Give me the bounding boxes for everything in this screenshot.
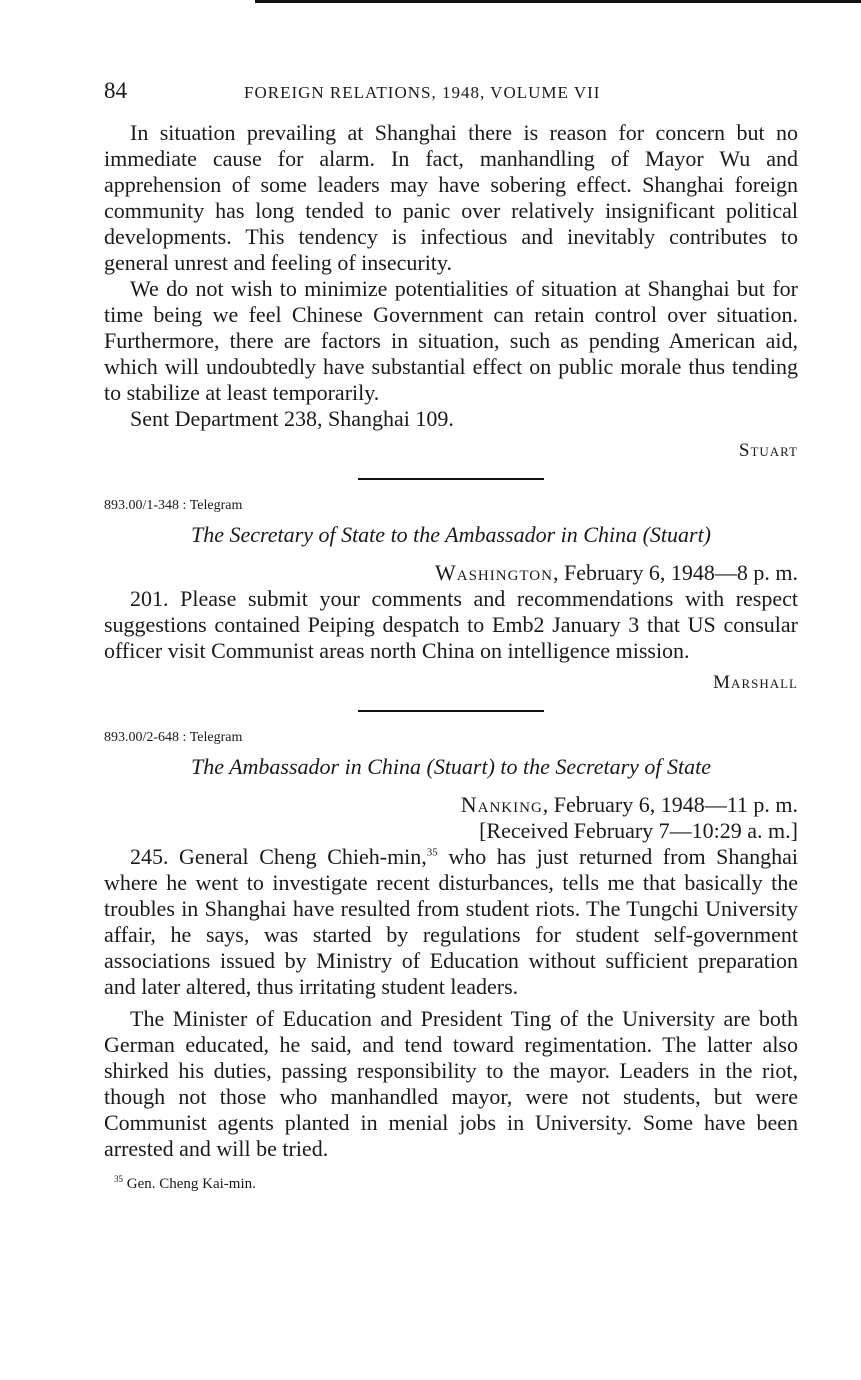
dateline-date: , February 6, 1948—11 p. m. xyxy=(542,792,798,817)
section-divider xyxy=(358,710,544,712)
footnote-marker[interactable]: 35 xyxy=(426,846,438,859)
file-reference: 893.00/2-648 : Telegram xyxy=(104,730,243,745)
document-ambassador-telegram xyxy=(104,730,798,1162)
document-secretary-telegram xyxy=(104,498,798,694)
document-stuart-report xyxy=(104,120,798,462)
footnote-text: Gen. Cheng Kai-min. xyxy=(123,1176,256,1192)
dateline-place: Washington xyxy=(434,560,553,585)
page-header xyxy=(104,78,798,114)
footnote-number: 35 xyxy=(114,1174,123,1184)
page-number: 84 xyxy=(104,78,127,103)
dateline xyxy=(104,792,798,818)
paragraph: In situation prevailing at Shanghai there is reason for concern but no immediate cause for alarm. In fact, manhandling of Mayor Wu and apprehension of some leaders may have sobering effect. Shanghai foreign community has long tended to panic over relatively insignificant political developments. This tendency is infectious and inevitably contributes to general unrest and feeling of insecurity. xyxy=(104,120,798,275)
signature: Stuart xyxy=(738,440,798,461)
file-reference: 893.00/1-348 : Telegram xyxy=(104,498,243,513)
paragraph: Sent Department 238, Shanghai 109. xyxy=(130,406,454,431)
dateline-date: , February 6, 1948—8 p. m. xyxy=(552,560,798,585)
paragraph-start: 245. General Cheng Chieh-min, xyxy=(130,844,427,869)
document-title: The Ambassador in China (Stuart) to the Secretary of State xyxy=(190,754,712,779)
document-title: The Secretary of State to the Ambassador in China (Stuart) xyxy=(190,522,712,547)
paragraph: The Minister of Education and President Ting of the University are both German educated, he said, and tend toward regimentation. The latter also shirked his duties, passing responsibility to the mayor. Leaders in the riot, though not those who manhandled mayor, were not students, but were Communist agents planted in menial jobs in University. Some have been arrested and will be tried. xyxy=(104,1006,798,1161)
top-rule xyxy=(255,0,861,3)
section-divider xyxy=(358,478,544,480)
running-head: FOREIGN RELATIONS, 1948, VOLUME VII xyxy=(244,83,601,102)
document-page xyxy=(104,78,798,1193)
received-line: [Received February 7—10:29 a. m.] xyxy=(479,818,798,843)
paragraph: 201. Please submit your comments and recommendations with respect suggestions contained Peiping despatch to Emb2 January 3 that US consular officer visit Communist areas north China on intelligence mission. xyxy=(104,586,798,663)
footnote xyxy=(104,1176,798,1193)
paragraph xyxy=(104,844,798,1000)
dateline xyxy=(104,560,798,586)
paragraph-rest: who has just returned from Shanghai where he went to investigate recent disturbances, tells me that basically the troubles in Shanghai have resulted from student riots. The Tungchi University affair, he says, was started by regulations for student self-government associations issued by Ministry of Education without sufficient preparation and later altered, thus irritating student leaders. xyxy=(104,844,798,999)
paragraph: We do not wish to minimize potentialities of situation at Shanghai but for time being we feel Chinese Government can retain control over situation. Furthermore, there are factors in situation, such as pending American aid, which will undoubtedly have substantial effect on public morale thus tending to stabilize at least temporarily. xyxy=(104,276,798,405)
dateline-place: Nanking xyxy=(460,792,543,817)
signature: Marshall xyxy=(713,672,798,693)
